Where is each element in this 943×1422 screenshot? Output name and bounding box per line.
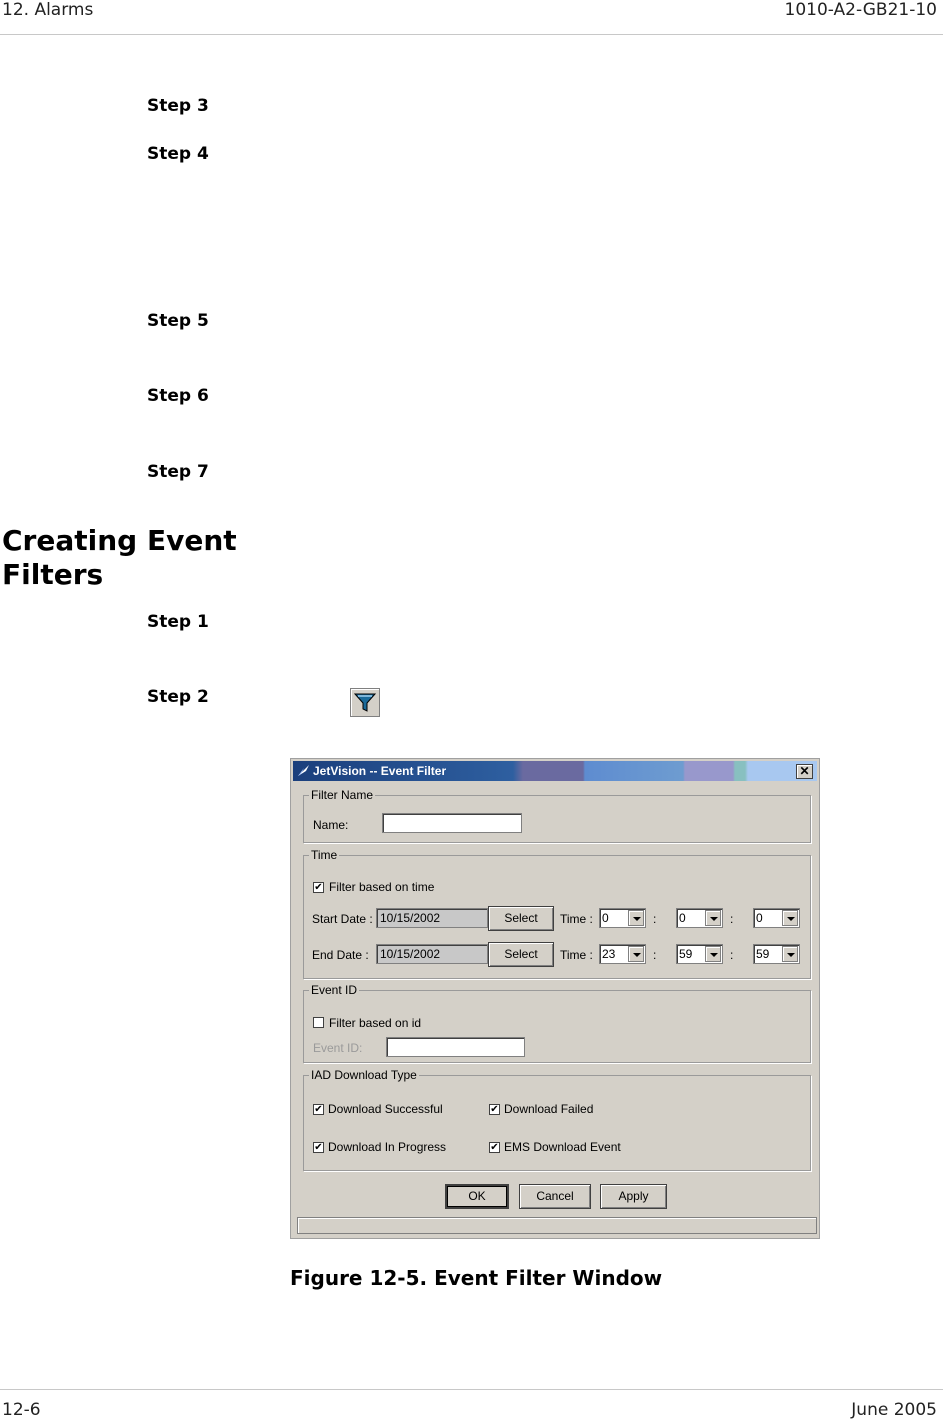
step-3-label: Step 3 — [147, 96, 209, 116]
start-hour-select[interactable] — [599, 908, 646, 928]
chevron-down-icon[interactable] — [705, 946, 721, 962]
download-in-progress-label: Download In Progress — [328, 1140, 447, 1154]
end-second-value: 59 — [756, 947, 770, 961]
filter-funnel-icon — [354, 692, 376, 713]
start-date-label: Start Date : — [312, 912, 373, 926]
event-filter-window — [290, 758, 820, 1239]
time-group — [303, 848, 811, 979]
iad-download-type-group — [303, 1068, 811, 1171]
time-separator: : — [730, 948, 734, 962]
event-id-label: Event ID: — [313, 1041, 363, 1055]
start-date-field: 10/15/2002 — [376, 908, 488, 928]
footer-rule — [0, 1389, 943, 1390]
figure-caption: Figure 12-5. Event Filter Window — [290, 1266, 663, 1290]
end-date-select-button[interactable]: Select — [488, 942, 554, 967]
start-minute-select[interactable] — [676, 908, 723, 928]
time-separator: : — [653, 948, 657, 962]
event-id-group-label: Event ID — [311, 983, 358, 997]
step-4-label: Step 4 — [147, 144, 209, 164]
chevron-down-icon[interactable] — [782, 946, 798, 962]
cancel-button[interactable]: Cancel — [519, 1184, 591, 1209]
section-title — [2, 524, 237, 592]
filter-toolbar-button[interactable] — [350, 688, 380, 717]
close-icon[interactable]: ✕ — [796, 764, 813, 779]
step-5-label: Step 5 — [147, 311, 209, 331]
header-rule — [0, 34, 943, 35]
download-failed-label: Download Failed — [504, 1102, 594, 1116]
end-time-label: Time : — [560, 948, 593, 962]
start-second-value: 0 — [756, 911, 763, 925]
filter-time-label: Filter based on time — [329, 880, 435, 894]
end-hour-select[interactable] — [599, 944, 646, 964]
end-date-label: End Date : — [312, 948, 369, 962]
filter-name-group — [303, 788, 811, 843]
chevron-down-icon[interactable] — [782, 910, 798, 926]
event-id-group — [303, 983, 811, 1063]
ok-button[interactable]: OK — [445, 1184, 509, 1209]
ems-download-event-checkbox[interactable]: ✔ — [490, 1142, 499, 1153]
end-date-field: 10/15/2002 — [376, 944, 488, 964]
publication-date: June 2005 — [851, 1400, 937, 1420]
time-separator: : — [730, 912, 734, 926]
filter-name-group-label: Filter Name — [311, 788, 374, 802]
download-successful-label: Download Successful — [328, 1102, 443, 1116]
step-2-label: Step 2 — [147, 687, 209, 707]
document-id: 1010-A2-GB21-10 — [784, 0, 937, 20]
end-minute-select[interactable] — [676, 944, 723, 964]
status-bar — [297, 1217, 817, 1234]
name-input[interactable] — [382, 813, 522, 833]
download-successful-checkbox[interactable]: ✔ — [314, 1104, 323, 1115]
chevron-down-icon[interactable] — [628, 910, 644, 926]
apply-button[interactable]: Apply — [600, 1184, 667, 1209]
name-label: Name: — [313, 818, 349, 832]
time-separator: : — [653, 912, 657, 926]
end-second-select[interactable] — [753, 944, 800, 964]
ems-download-event-label: EMS Download Event — [504, 1140, 621, 1154]
filter-id-checkbox[interactable] — [313, 1017, 324, 1028]
chevron-down-icon[interactable] — [705, 910, 721, 926]
window-title: JetVision -- Event Filter — [313, 764, 447, 778]
chapter-header: 12. Alarms — [2, 0, 94, 20]
jetvision-logo-icon — [297, 764, 310, 777]
step-1-label: Step 1 — [147, 612, 209, 632]
start-hour-value: 0 — [602, 911, 609, 925]
filter-id-label: Filter based on id — [329, 1016, 422, 1030]
section-title-line-1: Creating Event — [2, 524, 237, 557]
section-title-line-2: Filters — [2, 558, 104, 591]
filter-time-checkbox[interactable]: ✔ — [314, 882, 323, 893]
start-second-select[interactable] — [753, 908, 800, 928]
download-failed-checkbox[interactable]: ✔ — [490, 1104, 499, 1115]
start-time-label: Time : — [560, 912, 593, 926]
event-id-input[interactable] — [386, 1037, 525, 1057]
end-hour-value: 23 — [602, 947, 616, 961]
iad-download-type-label: IAD Download Type — [311, 1068, 417, 1082]
download-in-progress-checkbox[interactable]: ✔ — [314, 1142, 323, 1153]
step-6-label: Step 6 — [147, 386, 209, 406]
time-group-label: Time — [311, 848, 338, 862]
step-7-label: Step 7 — [147, 462, 209, 482]
end-minute-value: 59 — [679, 947, 693, 961]
page-number: 12-6 — [2, 1400, 41, 1420]
window-title-bar[interactable] — [293, 761, 817, 781]
start-date-select-button[interactable]: Select — [488, 906, 554, 931]
start-minute-value: 0 — [679, 911, 686, 925]
chevron-down-icon[interactable] — [628, 946, 644, 962]
